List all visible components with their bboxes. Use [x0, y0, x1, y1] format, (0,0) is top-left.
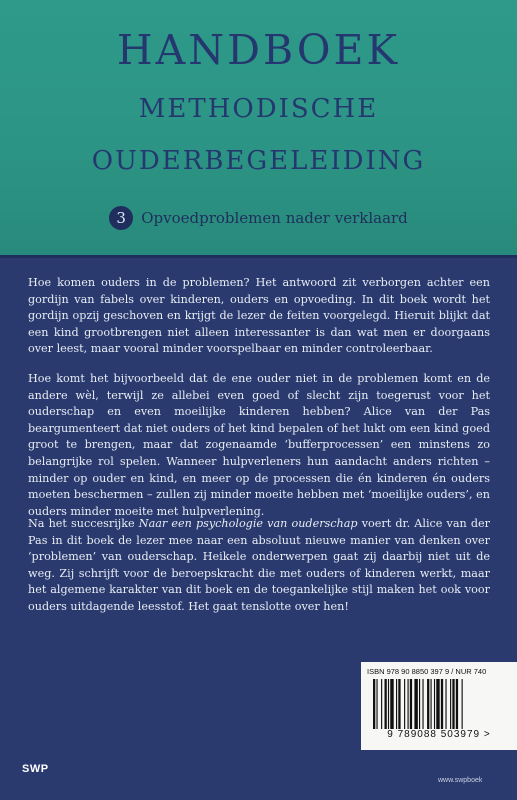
barcode-icon: [373, 679, 507, 729]
title-line-methodische: METHODISCHE: [138, 94, 379, 124]
barcode-number: 9 789088 503979 >: [387, 729, 491, 740]
isbn-label: ISBN 978 90 8850 397 9 / NUR 740: [367, 667, 487, 676]
series-title: HANDBOEK: [116, 26, 401, 74]
book-reference: Naar een psychologie van ouderschap: [138, 517, 358, 530]
paragraph-3-intro: Na het succesrijke: [28, 517, 139, 530]
volume-badge: 3: [109, 206, 133, 230]
publisher-url: www.swpboek: [438, 777, 483, 784]
blurb-paragraph-1: Hoe komen ouders in de problemen? Het antwoord zit verborgen achter een gordijn van fabels over kinderen, ouders en opvoeding. In dit boek wordt het gordijn opzij geschoven en krijgt de lezer de feiten voorgelegd. Hieruit blijkt dat een kind grootbrengen niet alleen interessanter is dan wat men er doorgaans over leest, maar vooral minder voorspelbaar en minder controleerbaar.: [28, 276, 490, 356]
title-line-ouderbegeleiding: OUDERBEGELEIDING: [91, 146, 426, 176]
paragraph-3-rest: voert dr. Alice van der Pas in dit boek de lezer mee naar een absoluut nieuwe manier van denken over ‘problemen’ van ouderschap. Heikele onderwerpen gaat zij daarbij niet uit de weg. Zij schrijft voor de beroepskracht die met ouders of kinderen werkt, maar het algemene karakter van dit boek en de toegankelijke stijl maken het ook voor ouders uitdagende leesstof. Het gaat tenslotte over hen!: [28, 517, 490, 613]
blurb-paragraph-2: Hoe komt het bijvoorbeeld dat de ene ouder niet in de problemen komt en de andere wèl, terwijl ze allebei even goed of slecht zijn toegerust voor het ouderschap en even moeilijke kinderen hebben? Alice van der Pas beargumenteert dat niet ouders of het kind bepalen of het lukt om een kind goed groot te brengen, maar dat zogenaamde ‘bufferprocessen’ een minstens zo belangrijke rol spelen. Wanneer hulpverleners hun aandacht anders richten – minder op ouder en kind, en meer op de processen die én kinderen én ouders moeten beschermen – zullen zij minder moeite hebben met ‘moeilijke ouders’, en ouders minder moeite met hulpverlening.: [28, 372, 490, 518]
barcode-box: [361, 662, 517, 750]
blurb-paragraph-3: [28, 516, 490, 616]
volume-subtitle-row: [0, 206, 517, 230]
publisher-logo: SWP: [22, 763, 49, 775]
subtitle: Opvoedproblemen nader verklaard: [141, 209, 408, 227]
